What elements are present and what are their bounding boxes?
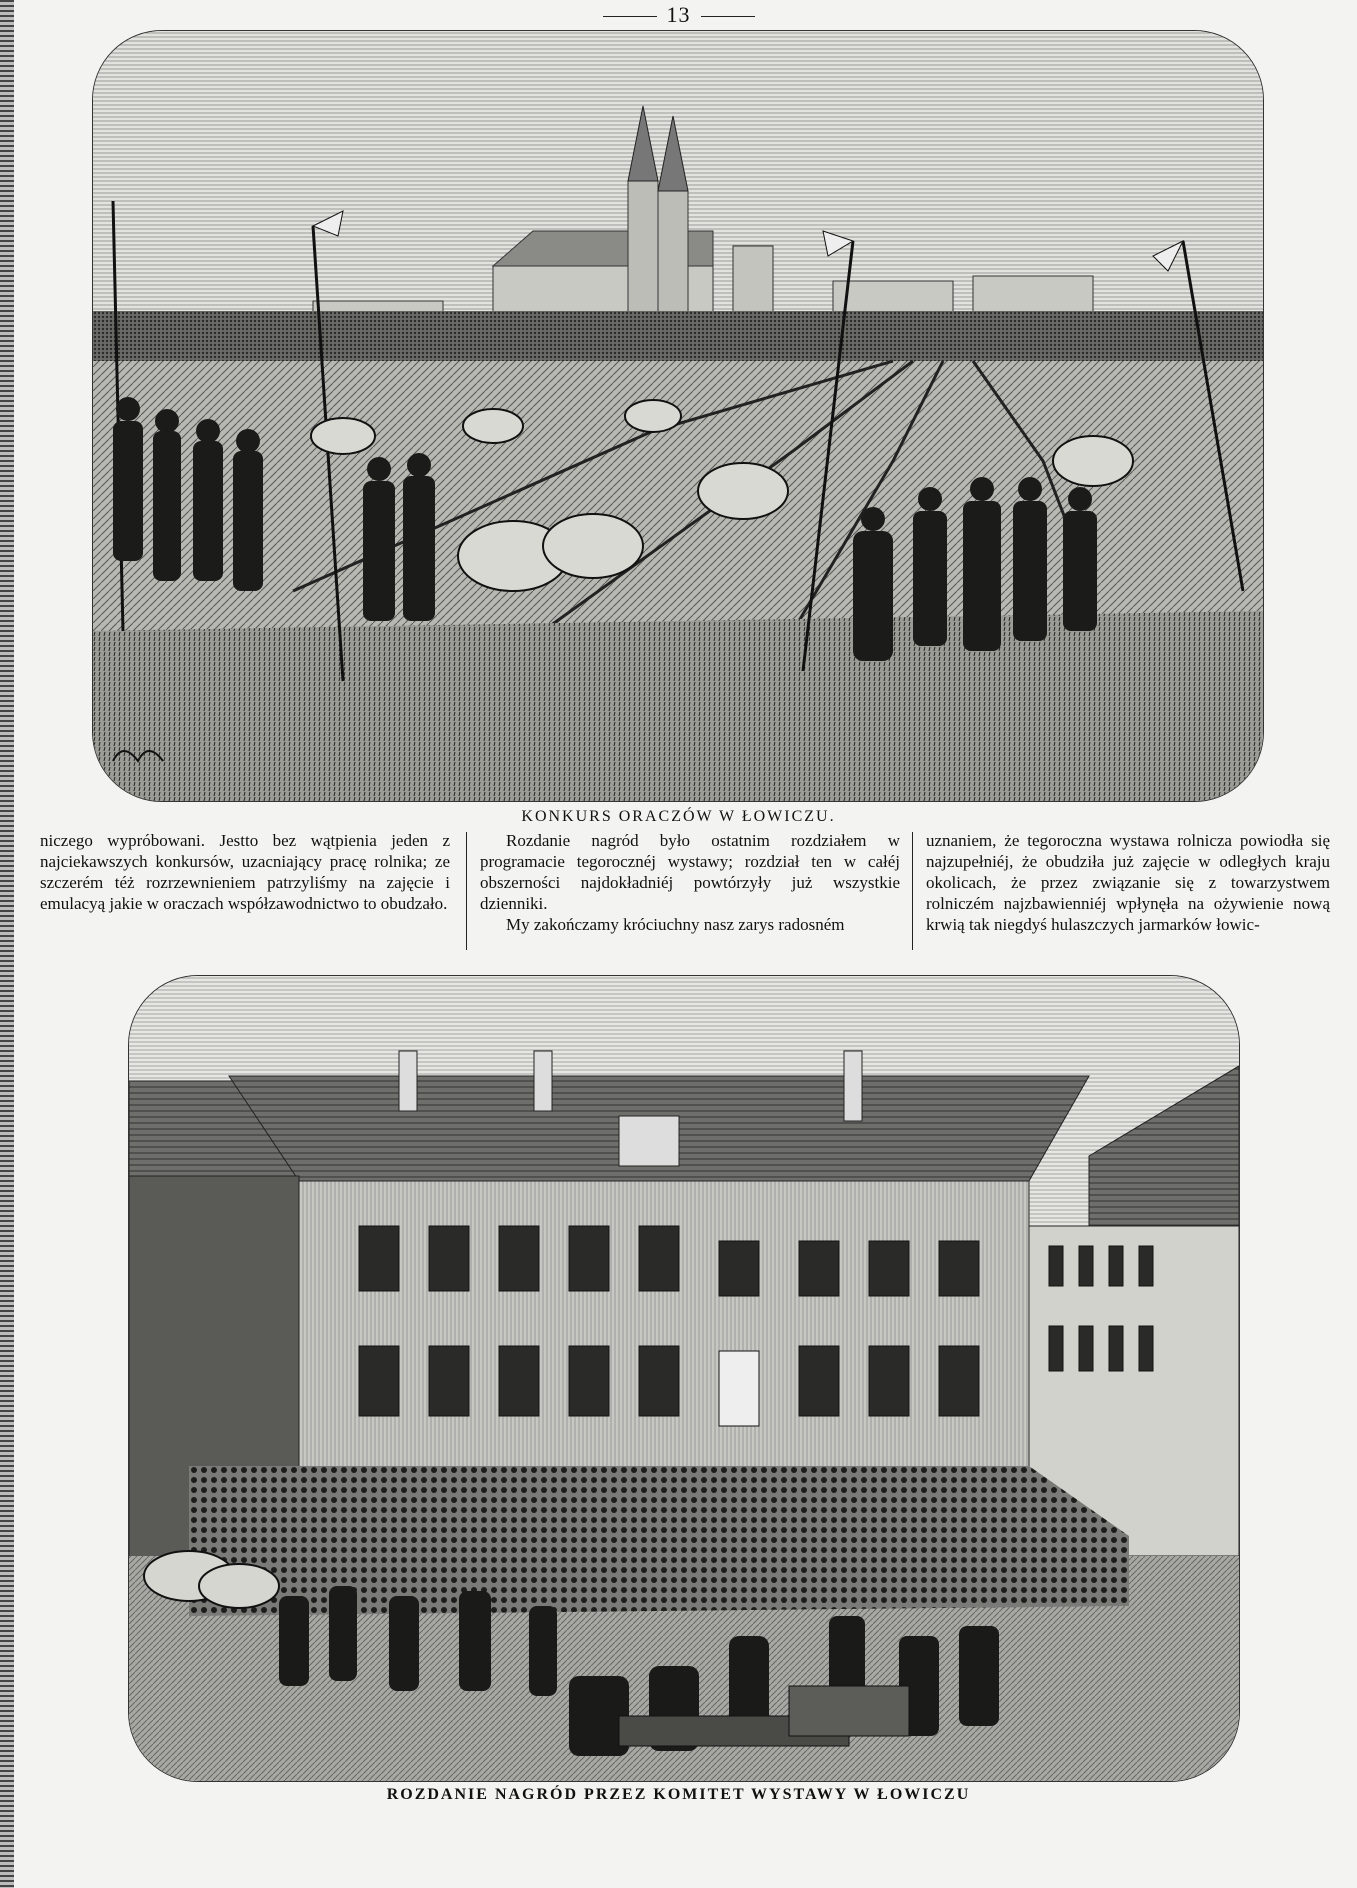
page-number-rule-right bbox=[701, 16, 755, 17]
page-number-text: 13 bbox=[666, 2, 691, 27]
prize-ceremony-engraving bbox=[128, 975, 1240, 1782]
column-2-paragraph-2: My zakończamy króciuchny nasz zarys radosném bbox=[506, 915, 845, 934]
article-column-2 bbox=[480, 830, 900, 935]
column-3-paragraph-1: uznaniem, że tegoroczna wystawa rolnicza powiodła się najzupełniéj, że obudziła już zajęcie w odległych kraju okolicach, że przez związanie się z towarzystwem rolniczém najzbawienniéj wpłynęła na ożywienie nową krwią tak niegdyś hulaszczych jarmarków łowic- bbox=[926, 831, 1330, 934]
ploughing-contest-engraving bbox=[92, 30, 1264, 802]
prize-ceremony-caption: ROZDANIE NAGRÓD PRZEZ KOMITET WYSTAWY W ŁOWICZU bbox=[386, 1786, 971, 1803]
article-columns bbox=[40, 830, 1330, 954]
adjacent-page-edge bbox=[0, 0, 14, 1888]
column-divider-2 bbox=[912, 832, 913, 950]
page-number bbox=[0, 2, 1357, 28]
page-number-rule-left bbox=[603, 16, 657, 17]
column-2-paragraph-1: Rozdanie nagród było ostatnim rozdziałem w programacie tegorocznéj wystawy; rozdział ten w całéj obszerności najdokładniéj powtórzyły już wszystkie dzienniki. bbox=[480, 831, 900, 913]
article-column-3 bbox=[926, 830, 1330, 935]
ploughing-contest-caption: KONKURS ORACZÓW W ŁOWICZU. bbox=[521, 808, 836, 825]
column-1-paragraph-1: niczego wypróbowani. Jestto bez wątpienia jeden z najciekawszych konkursów, uzacniający pracę rolnika; ze szczerém téż rozrzewnieniem patrzyliśmy na zajęcie i emulacyą jakie w oraczach współzawodnictwo to obudzało. bbox=[40, 831, 450, 913]
article-column-1 bbox=[40, 830, 450, 914]
column-divider-1 bbox=[466, 832, 467, 950]
